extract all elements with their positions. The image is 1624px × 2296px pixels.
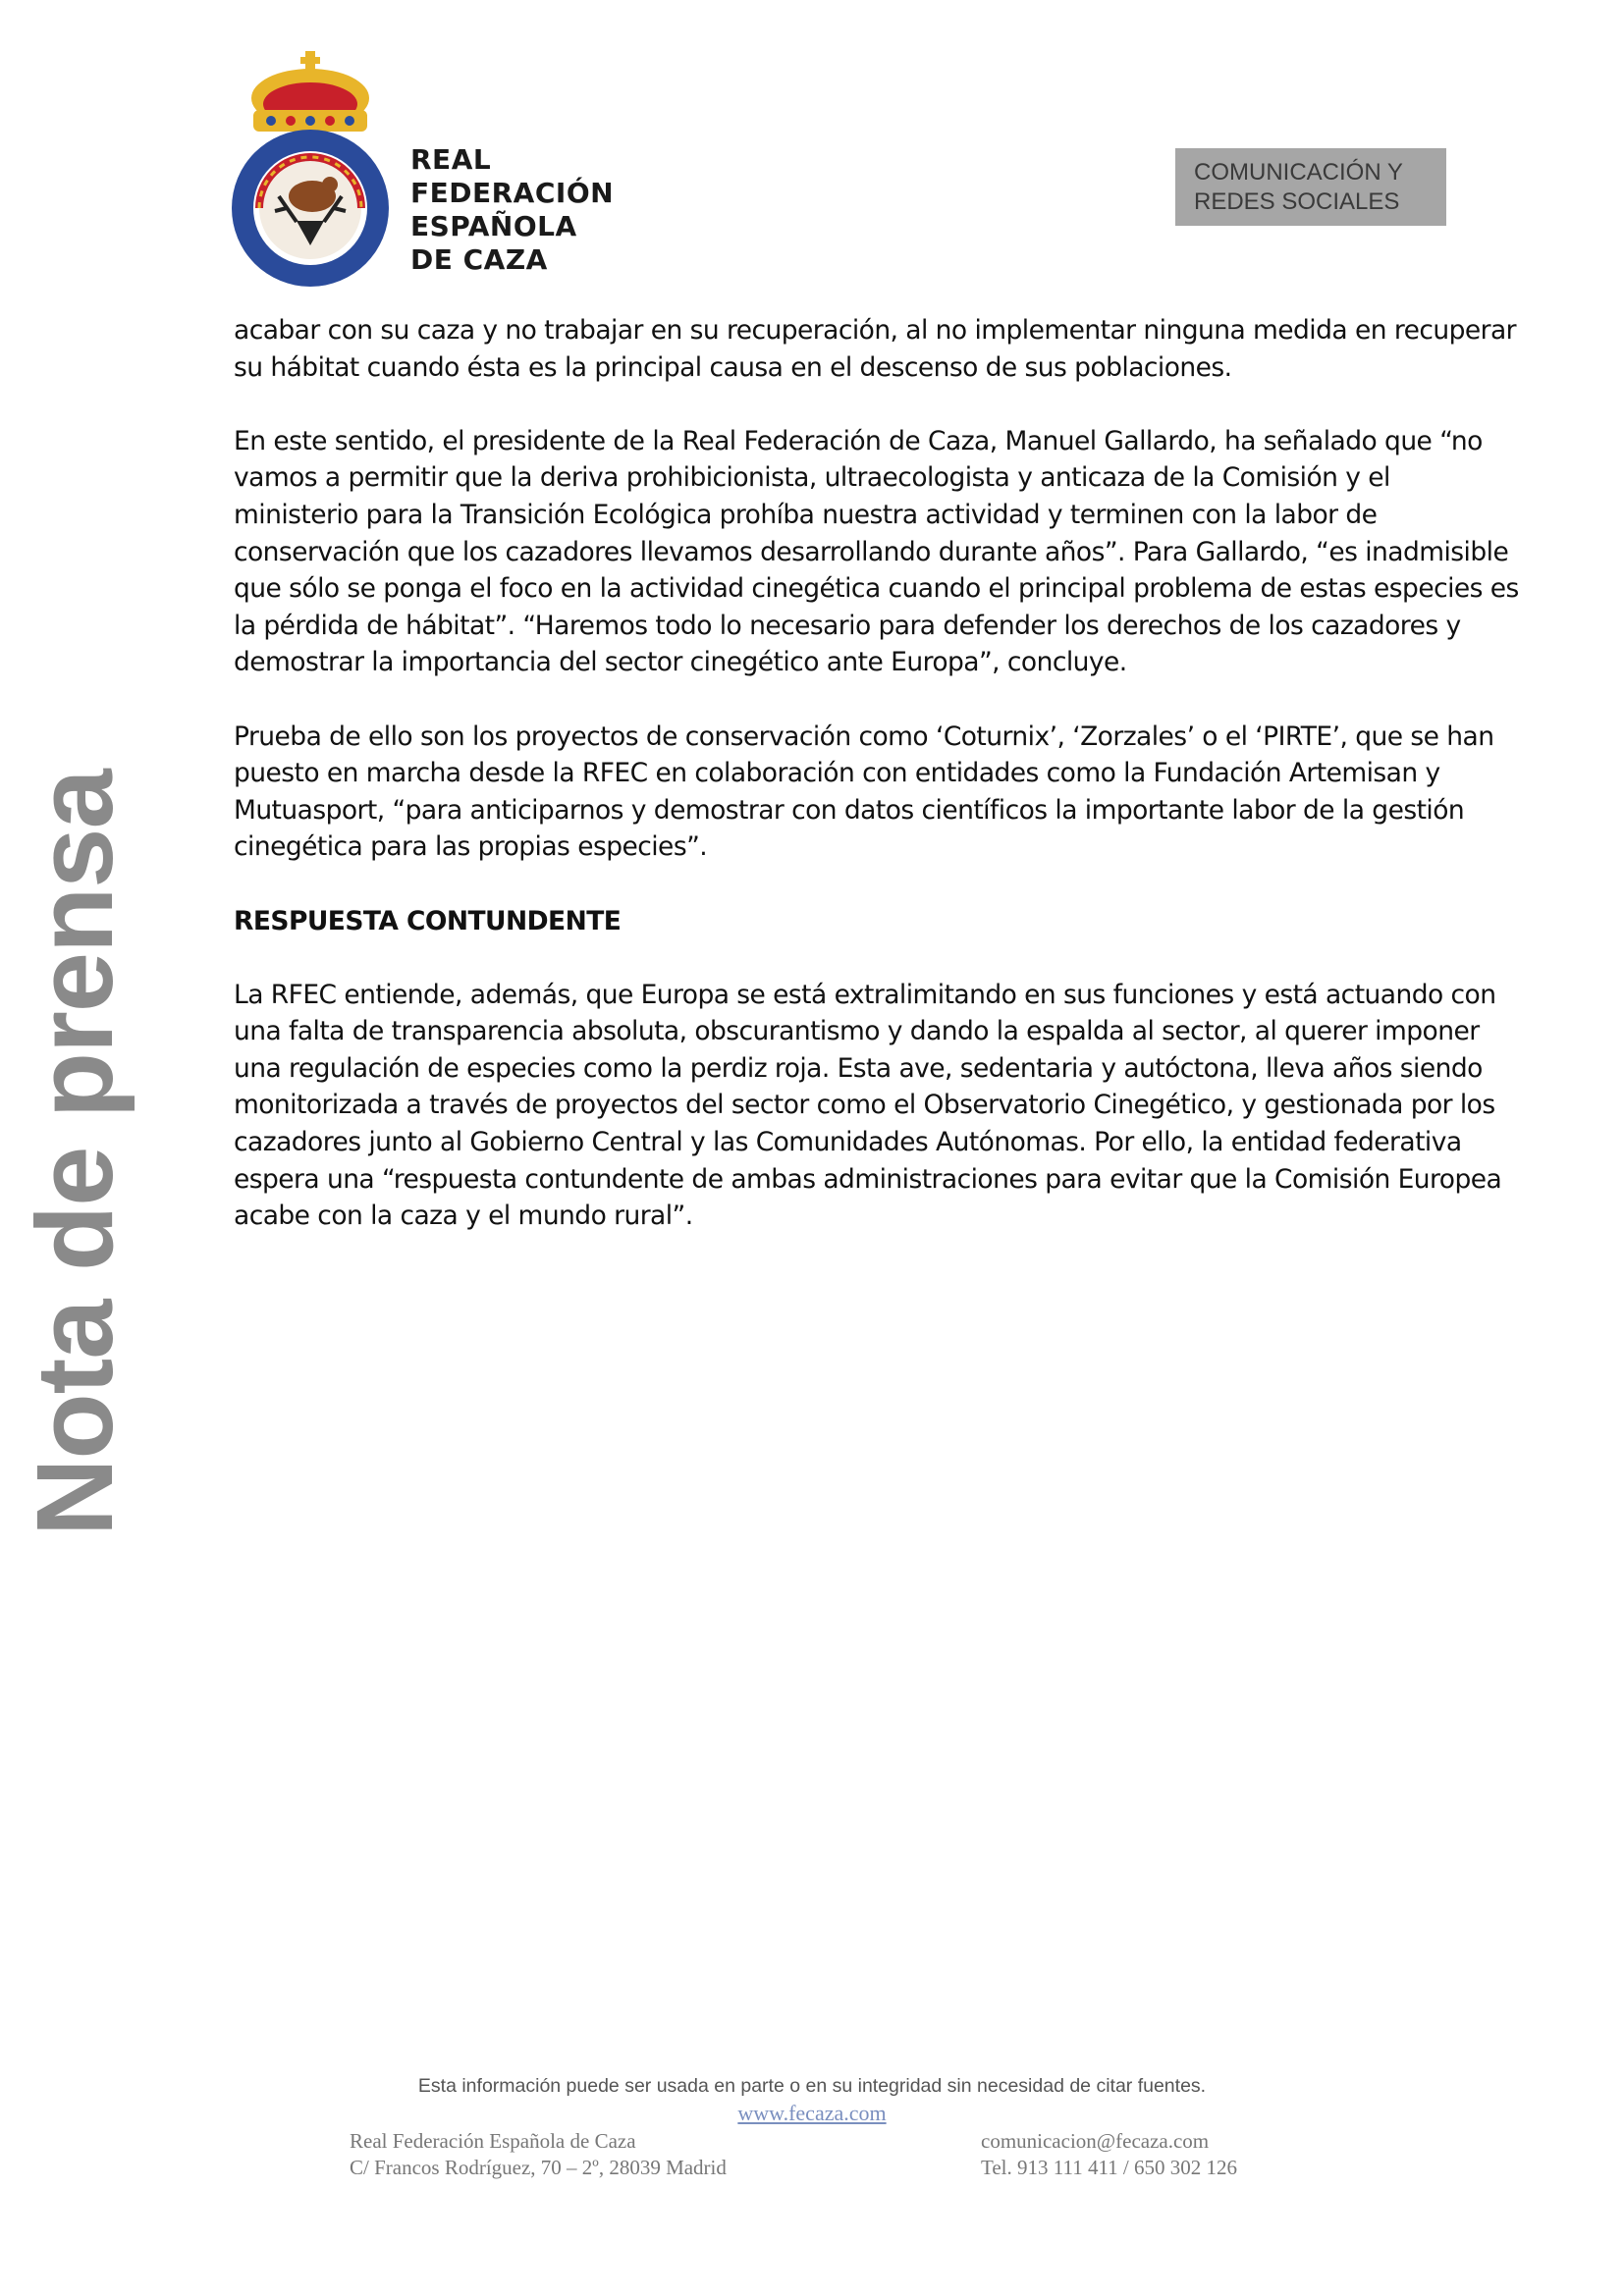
org-line: DE CAZA: [410, 243, 548, 276]
text-line: puesto en marcha desde la RFEC en colaboración con entidades como la Fundación Artemisan y: [234, 758, 1440, 789]
federation-logo: [228, 49, 393, 290]
paragraph: [234, 719, 1510, 866]
paragraph: [234, 977, 1510, 1235]
text-line: espera una “respuesta contundente de ambas administraciones para evitar que la Comisión Europea: [234, 1163, 1502, 1195]
footer-phone: Tel. 913 111 411 / 650 302 126: [981, 2156, 1238, 2179]
footer-address: C/ Francos Rodríguez, 70 – 2º, 28039 Madrid: [350, 2156, 727, 2179]
text-line: cazadores junto al Gobierno Central y las Comunidades Autónomas. Por ello, la entidad federativa: [234, 1127, 1462, 1158]
text-line: En este sentido, el presidente de la Real Federación de Caza, Manuel Gallardo, ha señalado que “no: [234, 425, 1483, 456]
text-line: monitorizada a través de proyectos del sector como el Observatorio Cinegético, y gestionada por los: [234, 1090, 1495, 1121]
department-box: [1175, 148, 1446, 226]
footer-website-link[interactable]: www.fecaza.com: [737, 2101, 887, 2125]
dept-line: REDES SOCIALES: [1194, 188, 1400, 215]
text-line: la pérdida de hábitat”. “Haremos todo lo necesario para defender los derechos de los cazadores y: [234, 610, 1461, 641]
text-line: La RFEC entiende, además, que Europa se está extralimitando en sus funciones y está actuando con: [234, 979, 1496, 1010]
footer-address-block: [350, 2128, 727, 2181]
footer-org: Real Federación Española de Caza: [350, 2129, 636, 2153]
text-line: que sólo se ponga el foco en la actividad cinegética cuando el principal problema de estas especies es: [234, 573, 1519, 605]
text-line: acabar con su caza y no trabajar en su recuperación, al no implementar ninguna medida en recuperar: [234, 315, 1517, 346]
text-line: acabe con la caza y el mundo rural”.: [234, 1201, 693, 1232]
side-label-nota-de-prensa: Nota de prensa: [15, 770, 135, 1536]
text-line: conservación que los cazadores llevamos desarrollando durante años”. Para Gallardo, “es inadmisible: [234, 536, 1509, 567]
organization-name: [410, 143, 614, 277]
article-body: [234, 312, 1519, 1271]
text-line: su hábitat cuando ésta es la principal causa en el descenso de sus poblaciones.: [234, 351, 1232, 383]
org-line: ESPAÑOLA: [410, 210, 577, 242]
paragraph: [234, 312, 1517, 386]
section-heading: RESPUESTA CONTUNDENTE: [234, 905, 622, 936]
text-line: cinegética para las propias especies”.: [234, 831, 708, 863]
text-line: ministerio para la Transición Ecológica prohíba nuestra actividad y terminen con la labor de: [234, 499, 1378, 530]
dept-line: COMUNICACIÓN Y: [1194, 159, 1403, 186]
crown-icon: [251, 51, 369, 132]
seal-icon: [232, 130, 389, 287]
footer-contact-block: [981, 2128, 1237, 2181]
text-line: Prueba de ello son los proyectos de conservación como ‘Coturnix’, ‘Zorzales’ o el ‘PIRTE’, que se han: [234, 721, 1494, 752]
text-line: una regulación de especies como la perdiz roja. Esta ave, sedentaria y autóctona, lleva años siendo: [234, 1052, 1483, 1084]
text-line: una falta de transparencia absoluta, obscurantismo y dando la espalda al sector, al querer imponer: [234, 1016, 1480, 1047]
org-line: FEDERACIÓN: [410, 177, 615, 209]
text-line: vamos a permitir que la deriva prohibicionista, ultraecologista y anticaza de la Comisión y el: [234, 462, 1390, 494]
paragraph: [234, 423, 1519, 681]
footer-usage-note: Esta información puede ser usada en parte o en su integridad sin necesidad de citar fuentes.: [417, 2075, 1207, 2097]
footer-email[interactable]: comunicacion@fecaza.com: [981, 2129, 1210, 2153]
org-line: REAL: [410, 143, 492, 176]
text-line: demostrar la importancia del sector cinegético ante Europa”, concluye.: [234, 647, 1127, 678]
text-line: Mutuasport, “para anticiparnos y demostrar con datos científicos la importante labor de la gestión: [234, 794, 1465, 826]
